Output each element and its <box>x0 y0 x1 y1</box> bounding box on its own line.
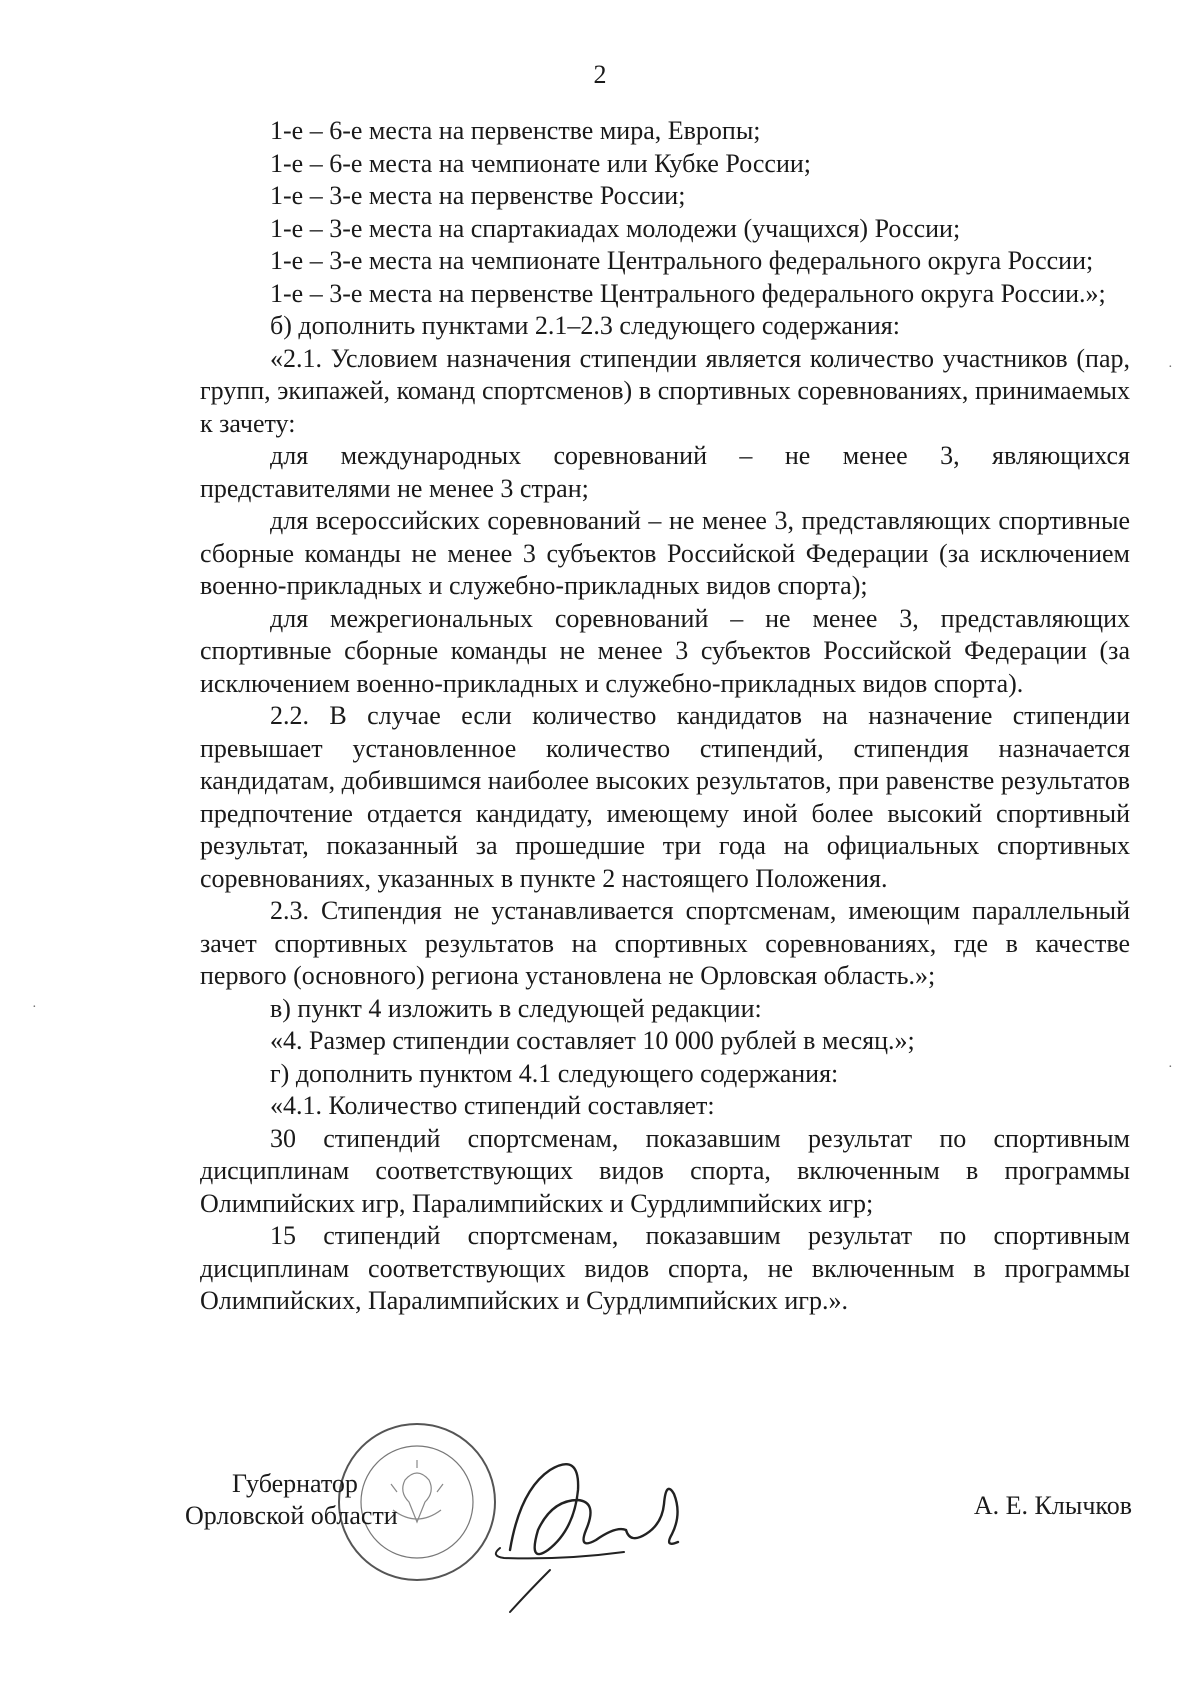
signer-title-line1: Губернатор <box>232 1469 358 1498</box>
scan-mark: · <box>32 1000 37 1015</box>
clause-4-1: «4.1. Количество стипендий составляет: <box>270 1091 715 1120</box>
signer-name: А. Е. Клычков <box>973 1491 1132 1520</box>
scan-mark: · <box>1168 360 1173 375</box>
document-body <box>200 115 1130 1318</box>
list-item-cfo-first: 1-е – 3-е места на первенстве Центрального федерального округа России.»; <box>270 278 1106 308</box>
handwritten-signature <box>480 1430 720 1620</box>
clause-2-1-international: для международных соревнований – не менее 3, являющихся представителями не менее 3 стран; <box>200 441 1130 503</box>
clause-4-1-non-olympic: 15 стипендий спортсменам, показавшим результат по спортивным дисциплинам соответствующих видов спорта, не включенным в программы Олимпийских, Паралимпийских и Сурдлимпийских игр.». <box>200 1221 1130 1315</box>
list-item-spartakiad: 1-е – 3-е места на спартакиадах молодежи (учащихся) России; <box>270 213 961 243</box>
amendment-g-intro: г) дополнить пунктом 4.1 следующего содержания: <box>270 1058 839 1088</box>
amendment-b-intro: б) дополнить пунктами 2.1–2.3 следующего содержания: <box>270 311 900 340</box>
clause-2-1-all-russian: для всероссийских соревнований – не менее 3, представляющих спортивные сборные команды не менее 3 субъектов Российской Федерации (за исключением военно-прикладных и служебно-прикладных видов спорта); <box>200 506 1130 600</box>
clause-2-2: 2.2. В случае если количество кандидатов на назначение стипендии превышает установленное количество стипендий, стипендия назначается кандидатам, добившимся наиболее высоких результатов, при равенстве результатов предпочтение отдается кандидату, имеющему иной более высокий спортивный результат, показанный за прошедшие три года на официальных спортивных соревнованиях, указанных в пункте 2 настоящего Положения. <box>200 701 1130 893</box>
amendment-v-intro: в) пункт 4 изложить в следующей редакции: <box>270 993 762 1023</box>
clause-4: «4. Размер стипендии составляет 10 000 рублей в месяц.»; <box>270 1026 915 1055</box>
signature-block <box>0 1440 1200 1640</box>
list-item-russia-first: 1-е – 3-е места на первенстве России; <box>270 181 686 210</box>
clause-2-3: 2.3. Стипендия не устанавливается спортсменам, имеющим параллельный зачет спортивных результатов на спортивных соревнованиях, где в качестве первого (основного) региона установлена не Орловская область.»; <box>200 896 1130 990</box>
clause-4-1-olympic: 30 стипендий спортсменам, показавшим результат по спортивным дисциплинам соответствующих видов спорта, включенным в программы Олимпийских игр, Паралимпийских и Сурдлимпийских игр; <box>200 1123 1130 1218</box>
signer-title-line2: Орловской области <box>185 1501 398 1530</box>
list-item-russia-championship-cup: 1-е – 6-е места на чемпионате или Кубке России; <box>270 148 812 178</box>
page-number: 2 <box>593 60 607 89</box>
clause-2-1-interregional: для межрегиональных соревнований – не менее 3, представляющих спортивные сборные команды не менее 3 субъектов Российской Федерации (за исключением военно-прикладных и служебно-прикладных видов спорта). <box>200 603 1130 698</box>
list-item-world-europe: 1-е – 6-е места на первенстве мира, Европы; <box>270 116 761 145</box>
list-item-cfo-championship: 1-е – 3-е места на чемпионате Центрального федерального округа России; <box>270 246 1094 275</box>
clause-2-1: «2.1. Условием назначения стипендии является количество участников (пар, групп, экипажей, команд спортсменов) в спортивных соревнованиях, принимаемых к зачету: <box>200 343 1130 438</box>
scan-mark: · <box>1168 1060 1173 1075</box>
